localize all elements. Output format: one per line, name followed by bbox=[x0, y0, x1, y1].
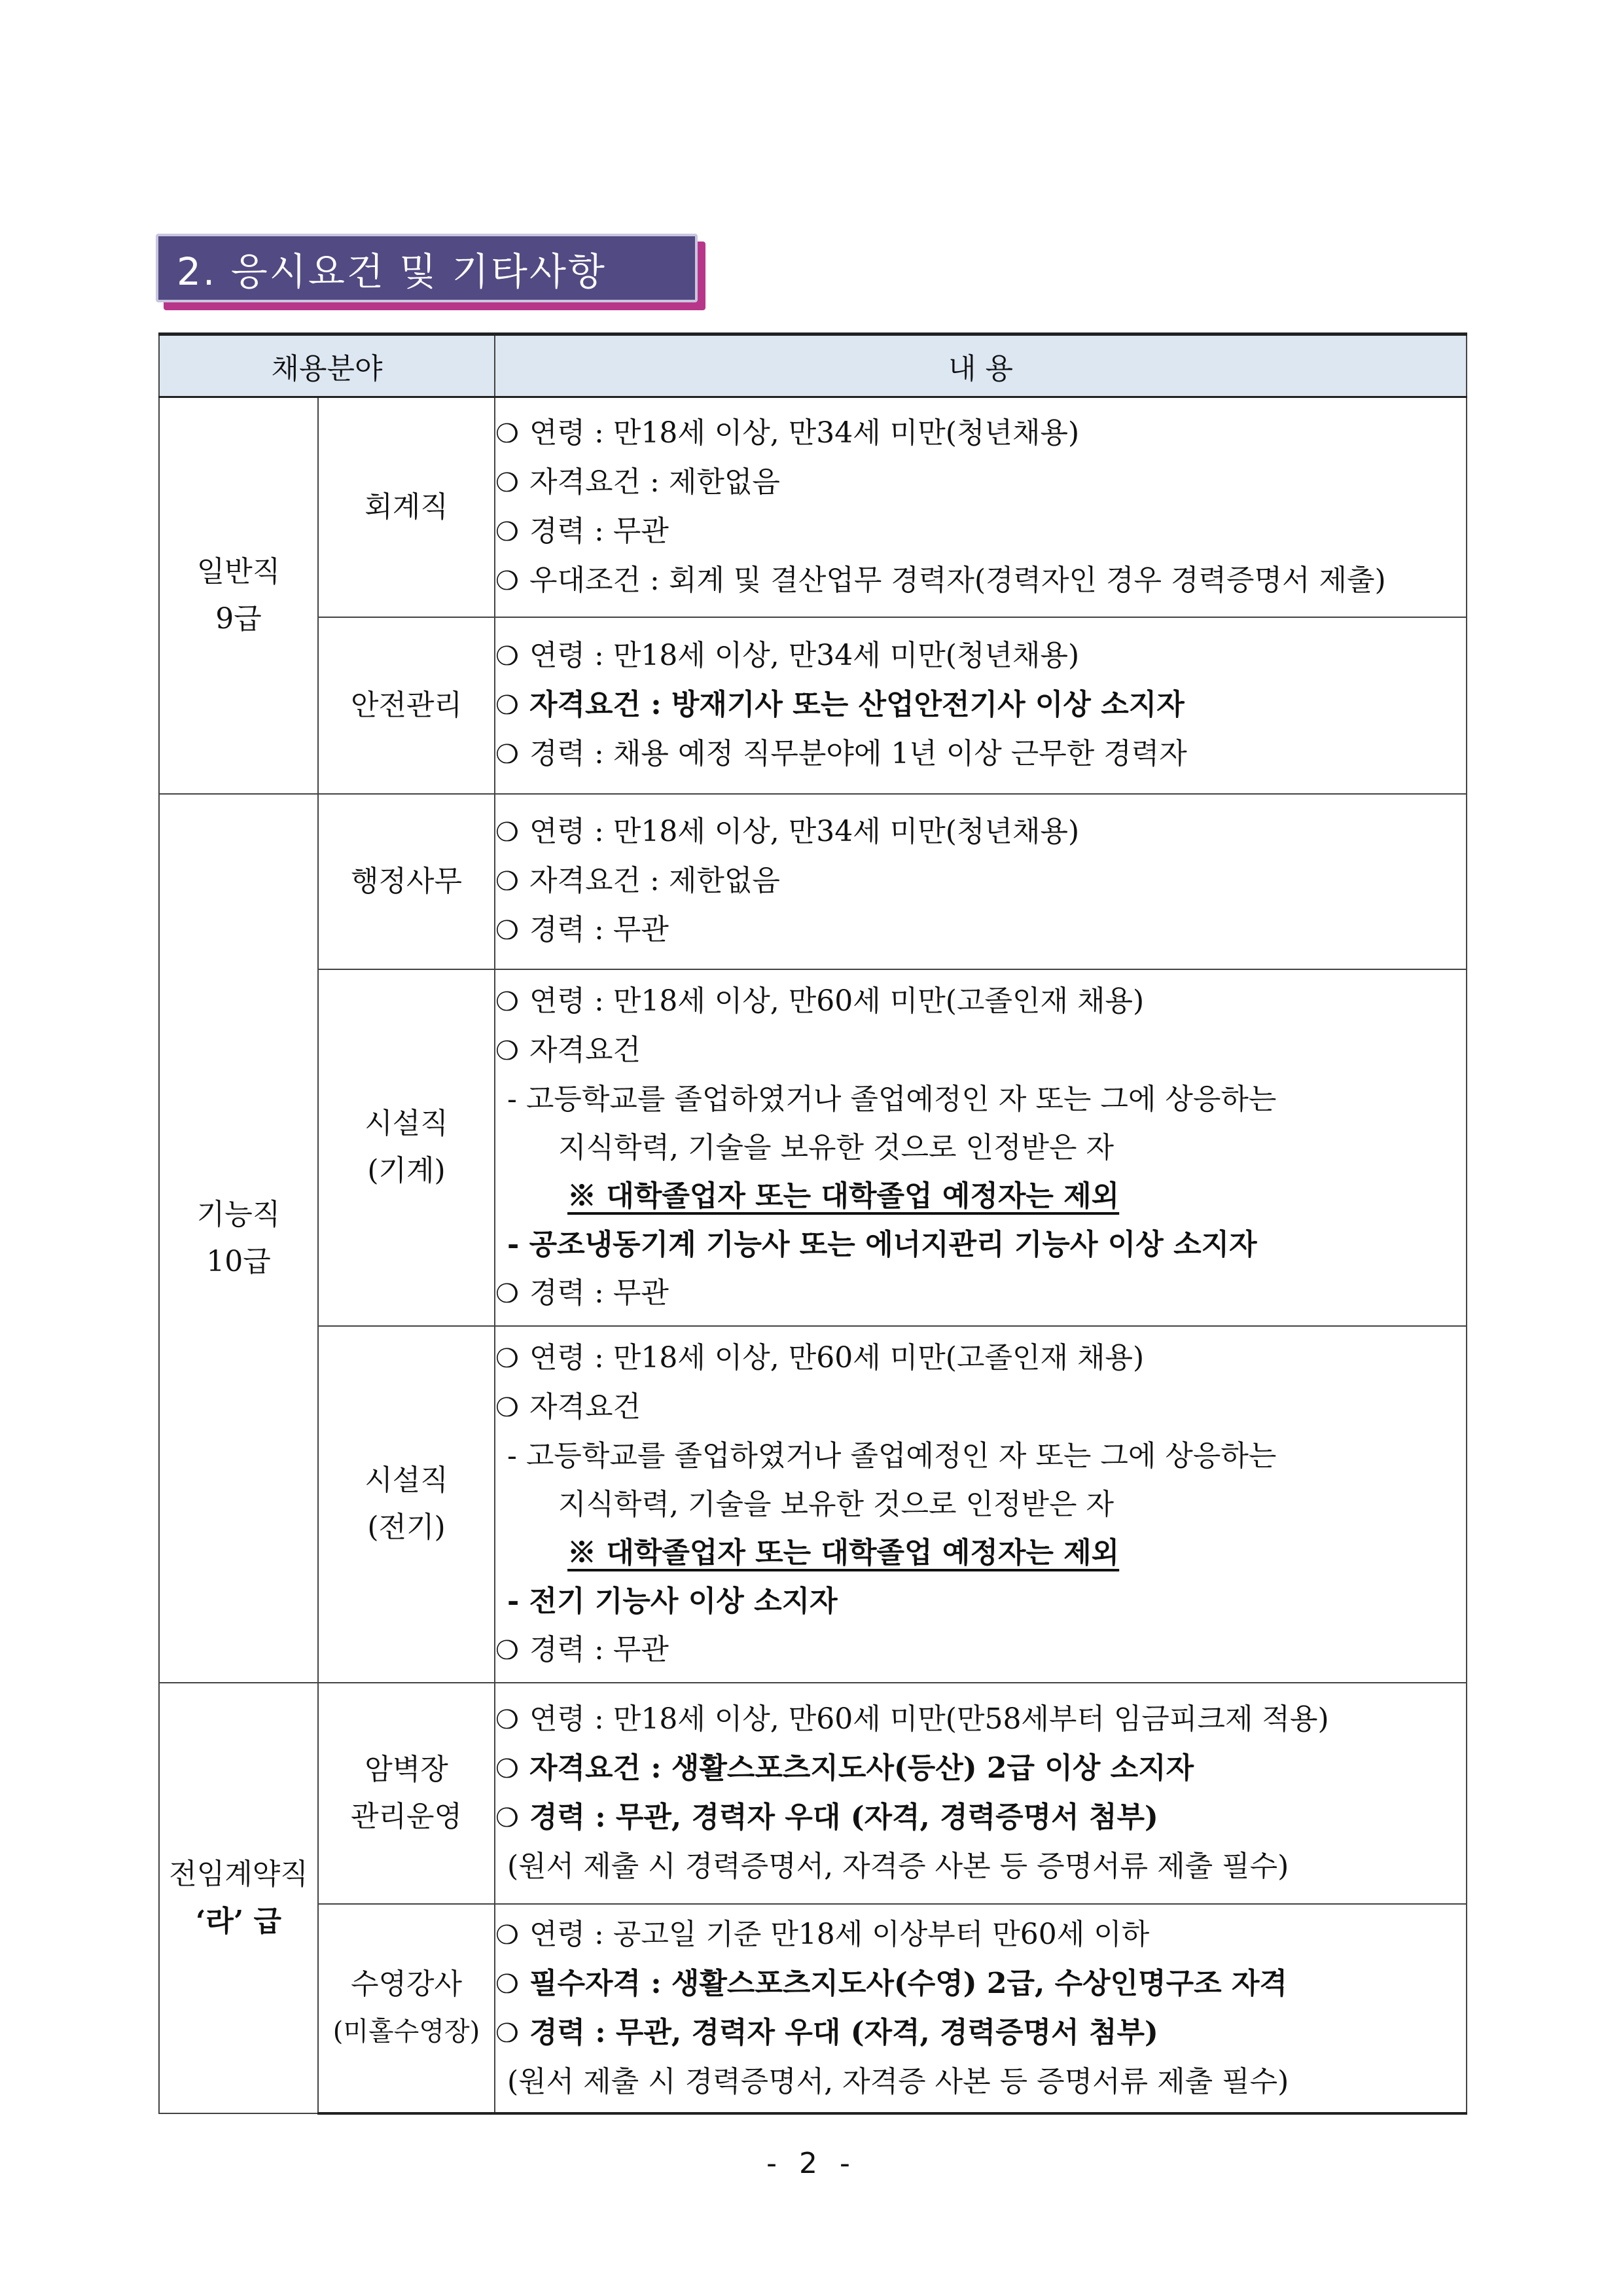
role-name: 시설직 bbox=[365, 1107, 448, 1140]
group-grade: ‘라’ 급 bbox=[196, 1904, 281, 1938]
list-item: ❍ 연령 : 만18세 이상, 만34세 미만(청년채용) bbox=[495, 632, 1466, 681]
list-item: ❍ 필수자격 : 생활스포츠지도사(수영) 2급, 수상인명구조 자격 bbox=[495, 1960, 1466, 2009]
group-cell-technical bbox=[159, 794, 318, 1683]
hollow-square-bullet-icon: ❍ bbox=[495, 1343, 519, 1374]
list-item: ❍ 우대조건 : 회계 및 결산업무 경력자(경력자인 경우 경력증명서 제출) bbox=[495, 556, 1466, 605]
role-subname: (전기) bbox=[367, 1511, 446, 1544]
table-row bbox=[159, 1326, 1467, 1683]
hollow-square-bullet-icon: ❍ bbox=[495, 1392, 519, 1423]
table-row bbox=[159, 1683, 1467, 1904]
role-name: 시설직 bbox=[365, 1463, 448, 1497]
role-accounting bbox=[318, 397, 495, 617]
hollow-square-bullet-icon: ❍ bbox=[495, 1278, 519, 1309]
list-item: ❍ 연령 : 공고일 기준 만18세 이상부터 만60세 이하 bbox=[495, 1910, 1466, 1960]
role-subname: (미홀수영장) bbox=[332, 2017, 480, 2047]
hollow-square-bullet-icon: ❍ bbox=[495, 986, 519, 1017]
group-cell-general bbox=[159, 397, 318, 794]
role-name: 안전관리 bbox=[351, 688, 463, 722]
list-item: ❍ 자격요건 bbox=[495, 1026, 1466, 1075]
list-item: ❍ 연령 : 만18세 이상, 만34세 미만(청년채용) bbox=[495, 808, 1466, 857]
group-cell-contract bbox=[159, 1683, 318, 2113]
list-item: ❍ 연령 : 만18세 이상, 만60세 미만(만58세부터 임금피크제 적용) bbox=[495, 1695, 1466, 1744]
list-item: ❍ 경력 : 채용 예정 직무분야에 1년 이상 근무한 경력자 bbox=[495, 730, 1466, 779]
header-field: 채용분야 bbox=[159, 334, 495, 397]
list-item: - 공조냉동기계 기능사 또는 에너지관리 기능사 이상 소지자 bbox=[507, 1227, 1257, 1261]
hollow-square-bullet-icon: ❍ bbox=[495, 817, 519, 848]
role-admin bbox=[318, 794, 495, 969]
table-row bbox=[159, 794, 1467, 969]
content-cell bbox=[495, 1904, 1467, 2113]
list-item: ❍ 경력 : 무관 bbox=[495, 1626, 1466, 1675]
group-name: 전임계약직 bbox=[169, 1857, 308, 1891]
content-cell bbox=[495, 1326, 1467, 1683]
list-item: ❍ 연령 : 만18세 이상, 만60세 미만(고졸인재 채용) bbox=[495, 1334, 1466, 1383]
group-name: 일반직 bbox=[196, 554, 281, 588]
list-item: - 고등학교를 졸업하였거나 졸업예정인 자 또는 그에 상응하는 bbox=[507, 1439, 1277, 1473]
list-item: 지식학력, 기술을 보유한 것으로 인정받은 자 bbox=[558, 1487, 1115, 1521]
list-item: 지식학력, 기술을 보유한 것으로 인정받은 자 bbox=[558, 1130, 1115, 1164]
hollow-square-bullet-icon: ❍ bbox=[495, 516, 519, 547]
group-grade: 9급 bbox=[215, 601, 262, 636]
list-item: ❍ 자격요건 bbox=[495, 1383, 1466, 1432]
hollow-square-bullet-icon: ❍ bbox=[495, 1035, 519, 1066]
list-item: ❍ 경력 : 무관 bbox=[495, 507, 1466, 556]
list-item: ❍ 경력 : 무관 bbox=[495, 1269, 1466, 1318]
table-row bbox=[159, 397, 1467, 617]
list-item: - 전기 기능사 이상 소지자 bbox=[507, 1584, 838, 1618]
requirements-table bbox=[158, 332, 1467, 2115]
content-cell bbox=[495, 969, 1467, 1326]
role-subname: 관리운영 bbox=[351, 1799, 463, 1833]
hollow-square-bullet-icon: ❍ bbox=[495, 1803, 519, 1833]
list-item: ❍ 경력 : 무관 bbox=[495, 906, 1466, 955]
hollow-square-bullet-icon: ❍ bbox=[495, 1635, 519, 1666]
hollow-square-bullet-icon: ❍ bbox=[495, 691, 519, 721]
hollow-square-bullet-icon: ❍ bbox=[495, 916, 519, 946]
section-title-box bbox=[156, 234, 698, 302]
content-cell bbox=[495, 617, 1467, 794]
hollow-square-bullet-icon: ❍ bbox=[495, 2018, 519, 2049]
content-cell bbox=[495, 794, 1467, 969]
role-safety bbox=[318, 617, 495, 794]
group-grade: 10급 bbox=[206, 1244, 271, 1278]
hollow-square-bullet-icon: ❍ bbox=[495, 867, 519, 897]
list-item: ❍ 자격요건 : 제한없음 bbox=[495, 857, 1466, 906]
list-item: ❍ 경력 : 무관, 경력자 우대 (자격, 경력증명서 첨부) bbox=[495, 2009, 1466, 2058]
table-row bbox=[159, 617, 1467, 794]
content-cell bbox=[495, 397, 1467, 617]
role-climbing-wall bbox=[318, 1683, 495, 1904]
header-content: 내 용 bbox=[495, 334, 1467, 397]
role-facility-mechanical bbox=[318, 969, 495, 1326]
content-cell bbox=[495, 1683, 1467, 1904]
role-name: 회계직 bbox=[365, 490, 448, 524]
hollow-square-bullet-icon: ❍ bbox=[495, 641, 519, 672]
hollow-square-bullet-icon: ❍ bbox=[495, 565, 519, 596]
role-name: 수영강사 bbox=[351, 1967, 463, 2001]
role-subname: (기계) bbox=[367, 1154, 446, 1187]
list-item: ❍ 연령 : 만18세 이상, 만34세 미만(청년채용) bbox=[495, 409, 1466, 458]
hollow-square-bullet-icon: ❍ bbox=[495, 1754, 519, 1784]
table-row bbox=[159, 969, 1467, 1326]
group-name: 기능직 bbox=[196, 1197, 281, 1231]
list-item: ※ 대학졸업자 또는 대학졸업 예정자는 제외 bbox=[567, 1179, 1120, 1213]
role-name: 암벽장 bbox=[365, 1752, 448, 1786]
table-header-row bbox=[159, 334, 1467, 397]
hollow-square-bullet-icon: ❍ bbox=[495, 1969, 519, 2000]
list-item: ❍ 자격요건 : 생활스포츠지도사(등산) 2급 이상 소지자 bbox=[495, 1744, 1466, 1793]
list-item: ❍ 연령 : 만18세 이상, 만60세 미만(고졸인재 채용) bbox=[495, 977, 1466, 1026]
page-number: - 2 - bbox=[766, 2147, 857, 2180]
role-swim-instructor bbox=[318, 1904, 495, 2113]
list-item: (원서 제출 시 경력증명서, 자격증 사본 등 증명서류 제출 필수) bbox=[507, 2064, 1289, 2098]
hollow-square-bullet-icon: ❍ bbox=[495, 418, 519, 449]
list-item: (원서 제출 시 경력증명서, 자격증 사본 등 증명서류 제출 필수) bbox=[507, 1850, 1289, 1883]
hollow-square-bullet-icon: ❍ bbox=[495, 467, 519, 498]
list-item: ❍ 경력 : 무관, 경력자 우대 (자격, 경력증명서 첨부) bbox=[495, 1793, 1466, 1842]
list-item: - 고등학교를 졸업하였거나 졸업예정인 자 또는 그에 상응하는 bbox=[507, 1082, 1277, 1116]
table-row bbox=[159, 1904, 1467, 2113]
list-item: ※ 대학졸업자 또는 대학졸업 예정자는 제외 bbox=[567, 1535, 1120, 1570]
hollow-square-bullet-icon: ❍ bbox=[495, 1705, 519, 1735]
list-item: ❍ 자격요건 : 방재기사 또는 산업안전기사 이상 소지자 bbox=[495, 681, 1466, 730]
role-facility-electrical bbox=[318, 1326, 495, 1683]
hollow-square-bullet-icon: ❍ bbox=[495, 1920, 519, 1950]
title-panel bbox=[156, 234, 698, 302]
hollow-square-bullet-icon: ❍ bbox=[495, 740, 519, 770]
role-name: 행정사무 bbox=[351, 864, 463, 898]
list-item: ❍ 자격요건 : 제한없음 bbox=[495, 458, 1466, 507]
section-title: 2. 응시요건 및 기타사항 bbox=[177, 249, 607, 294]
